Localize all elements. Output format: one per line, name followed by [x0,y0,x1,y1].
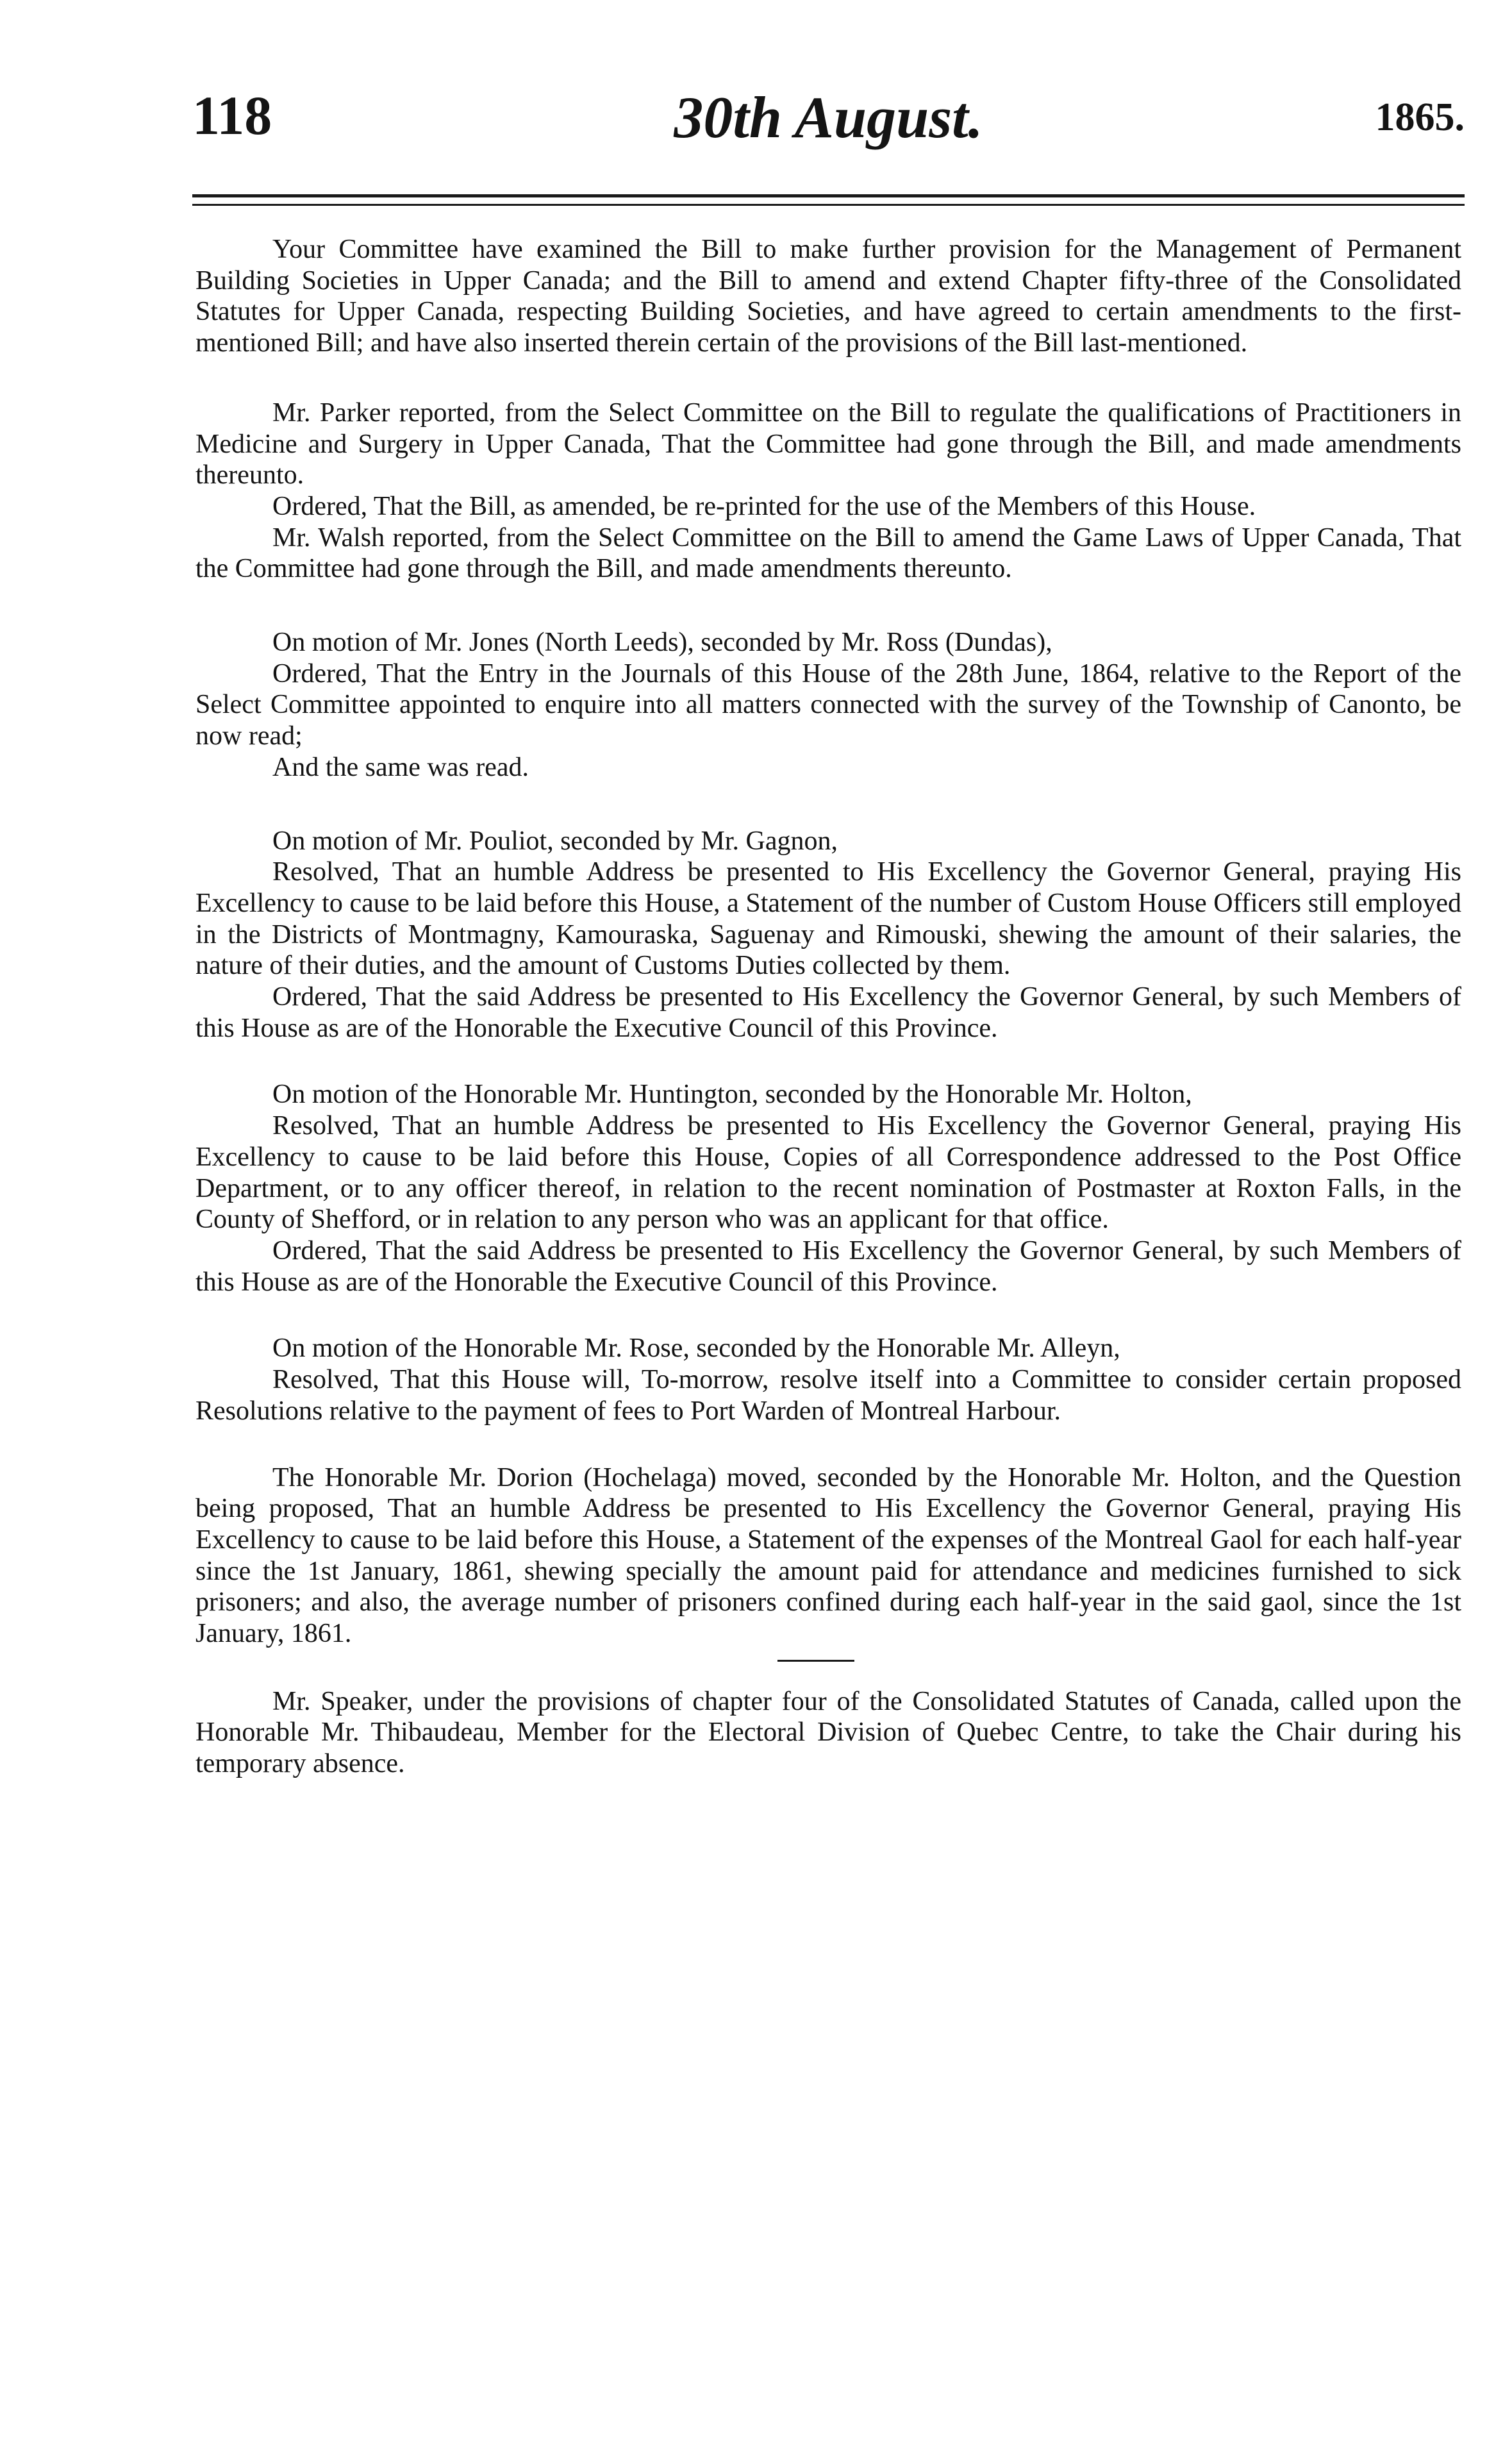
committee-report-paragraph: Your Committee have examined the Bill to make further provision for the Management of Permanent Building Societies in Upper Canada; and the Bill to amend and extend Chapter fifty-three of the Consolidated Statutes for Upper Canada, respecting Building Societies, and have agreed to certain amendments to the first-mentioned Bill; and have also inserted therein certain of the provisions of the Bill last-mentioned. [195,235,1461,358]
header-rule-bottom [192,204,1465,206]
pouliot-ordered-paragraph: Ordered, That the said Address be presented to His Excellency the Governor General, by such Members of this House as are of the Honorable the Executive Council of this Province. [195,982,1461,1043]
journal-body [195,234,1461,1780]
walsh-report-paragraph: Mr. Walsh reported, from the Select Committee on the Bill to amend the Game Laws of Upper Canada, That the Committee had gone through the Bill, and made amendments thereunto. [195,522,1461,584]
jones-motion-paragraph: On motion of Mr. Jones (North Leeds), seconded by Mr. Ross (Dundas), [272,628,1052,658]
section-divider [777,1660,854,1662]
page-number: 118 [192,85,272,146]
dorion-motion-paragraph: The Honorable Mr. Dorion (Hochelaga) moved, seconded by the Honorable Mr. Holton, and the Question being proposed, That an humble Address be presented to His Excellency the Governor General, praying His Excellency to cause to be laid before this House, a Statement of the expenses of the Montreal Gaol for each half-year since the 1st January, 1861, shewing specially the amount paid for attendance and medicines furnished to sick prisoners; and also, the average number of prisoners confined during each half-year in the said gaol, since the 1st January, 1861. [195,1462,1461,1649]
huntington-ordered-paragraph: Ordered, That the said Address be presented to His Excellency the Governor General, by such Members of this House as are of the Honorable the Executive Council of this Province. [195,1235,1461,1297]
speaker-chair-paragraph: Mr. Speaker, under the provisions of chapter four of the Consolidated Statutes of Canada, called upon the Honorable Mr. Thibaudeau, Member for the Electoral Division of Quebec Centre, to take the Chair during his temporary absence. [195,1686,1461,1779]
page-year: 1865. [1375,96,1465,139]
rose-motion-paragraph: On motion of the Honorable Mr. Rose, seconded by the Honorable Mr. Alleyn, [272,1333,1120,1364]
header-rule-top [192,194,1465,197]
huntington-motion-paragraph: On motion of the Honorable Mr. Huntington, seconded by the Honorable Mr. Holton, [272,1080,1192,1110]
jones-ordered-paragraph: Ordered, That the Entry in the Journals of this House of the 28th June, 1864, relative to the Report of the Select Committee appointed to enquire into all matters connected with the survey of the Township of Canonto, be now read; [195,658,1461,751]
pouliot-motion-paragraph: On motion of Mr. Pouliot, seconded by Mr. Gagnon, [272,826,838,856]
parker-report-paragraph: Mr. Parker reported, from the Select Committee on the Bill to regulate the qualifications of Practitioners in Medicine and Surgery in Upper Canada, That the Committee had gone through the Bill, and made amendments thereunto. [195,397,1461,490]
parker-ordered-paragraph: Ordered, That the Bill, as amended, be re-printed for the use of the Members of this House. [272,491,1256,521]
page-date: 30th August. [674,85,983,150]
pouliot-resolved-paragraph: Resolved, That an humble Address be presented to His Excellency the Governor General, praying His Excellency to cause to be laid before this House, a Statement of the number of Custom House Officers still employed in the Districts of Montmagny, Kamouraska, Saguenay and Rimouski, shewing the amount of their salaries, the nature of their duties, and the amount of Customs Duties collected by them. [195,857,1461,981]
huntington-resolved-paragraph: Resolved, That an humble Address be presented to His Excellency the Governor General, praying His Excellency to cause to be laid before this House, Copies of all Correspondence addressed to the Post Office Department, or to any officer thereof, in relation to the recent nomination of Postmaster at Roxton Falls, in the County of Shefford, or in relation to any person who was an applicant for that office. [195,1111,1461,1235]
page-header [192,83,1465,160]
jones-read-paragraph: And the same was read. [272,752,529,782]
rose-resolved-paragraph: Resolved, That this House will, To-morrow, resolve itself into a Committee to consider certain proposed Resolutions relative to the payment of fees to Port Warden of Montreal Harbour. [195,1365,1461,1426]
